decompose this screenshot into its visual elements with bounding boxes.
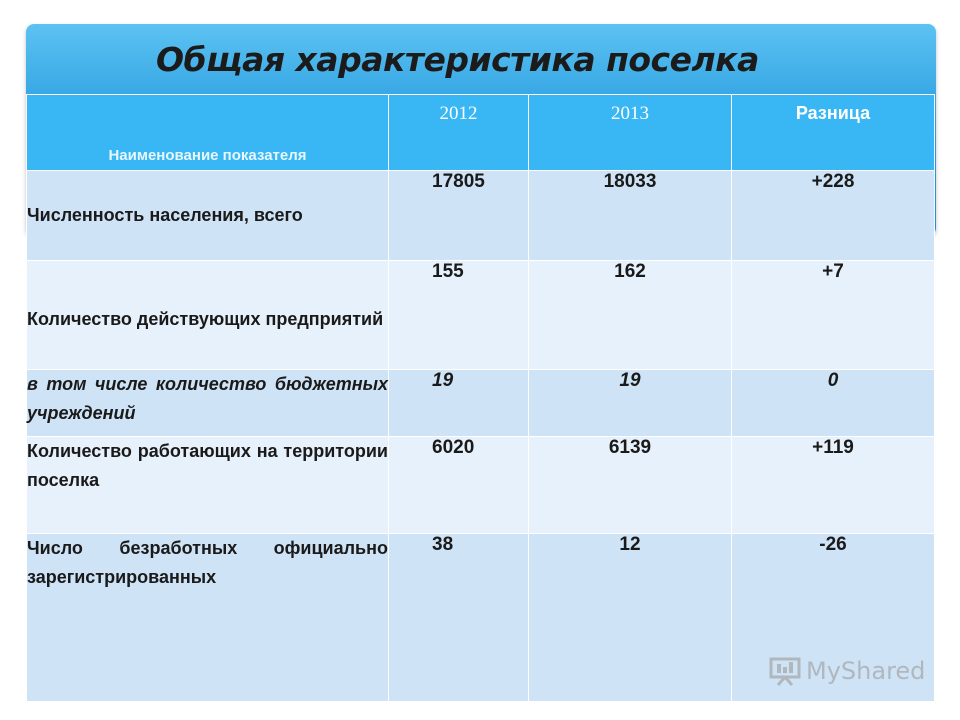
value-2012: 19 (389, 370, 529, 437)
table-row (27, 261, 935, 370)
table-row (27, 437, 935, 534)
indicators-table (26, 94, 935, 702)
value-2013: 19 (529, 370, 732, 437)
value-2012: 17805 (389, 171, 529, 261)
value-2013: 6139 (529, 437, 732, 534)
header-year-2012: 2012 (389, 95, 529, 171)
value-difference: +228 (732, 171, 935, 261)
row-label: Количество работающих на территории поселка (27, 437, 389, 534)
header-indicator-name: Наименование показателя (27, 95, 389, 171)
value-difference: +119 (732, 437, 935, 534)
header-year-2013: 2013 (529, 95, 732, 171)
value-difference: -26 (732, 534, 935, 702)
value-difference: +7 (732, 261, 935, 370)
value-2012: 6020 (389, 437, 529, 534)
myshared-watermark (768, 656, 925, 686)
value-2013: 12 (529, 534, 732, 702)
row-label: Число безработных официально зарегистрированных (27, 534, 389, 702)
value-2012: 38 (389, 534, 529, 702)
value-2012: 155 (389, 261, 529, 370)
value-2013: 162 (529, 261, 732, 370)
projector-screen-icon (768, 656, 802, 686)
table-header-row (27, 95, 935, 171)
table-row (27, 171, 935, 261)
table-row (27, 370, 935, 437)
value-2013: 18033 (529, 171, 732, 261)
header-difference: Разница (732, 95, 935, 171)
watermark-text: MyShared (806, 657, 926, 685)
row-label: в том числе количество бюджетных учреждений (27, 370, 389, 437)
row-label: Численность населения, всего (27, 171, 389, 261)
value-difference: 0 (732, 370, 935, 437)
slide-title: Общая характеристика поселка (156, 40, 759, 79)
row-label: Количество действующих предприятий (27, 261, 389, 370)
